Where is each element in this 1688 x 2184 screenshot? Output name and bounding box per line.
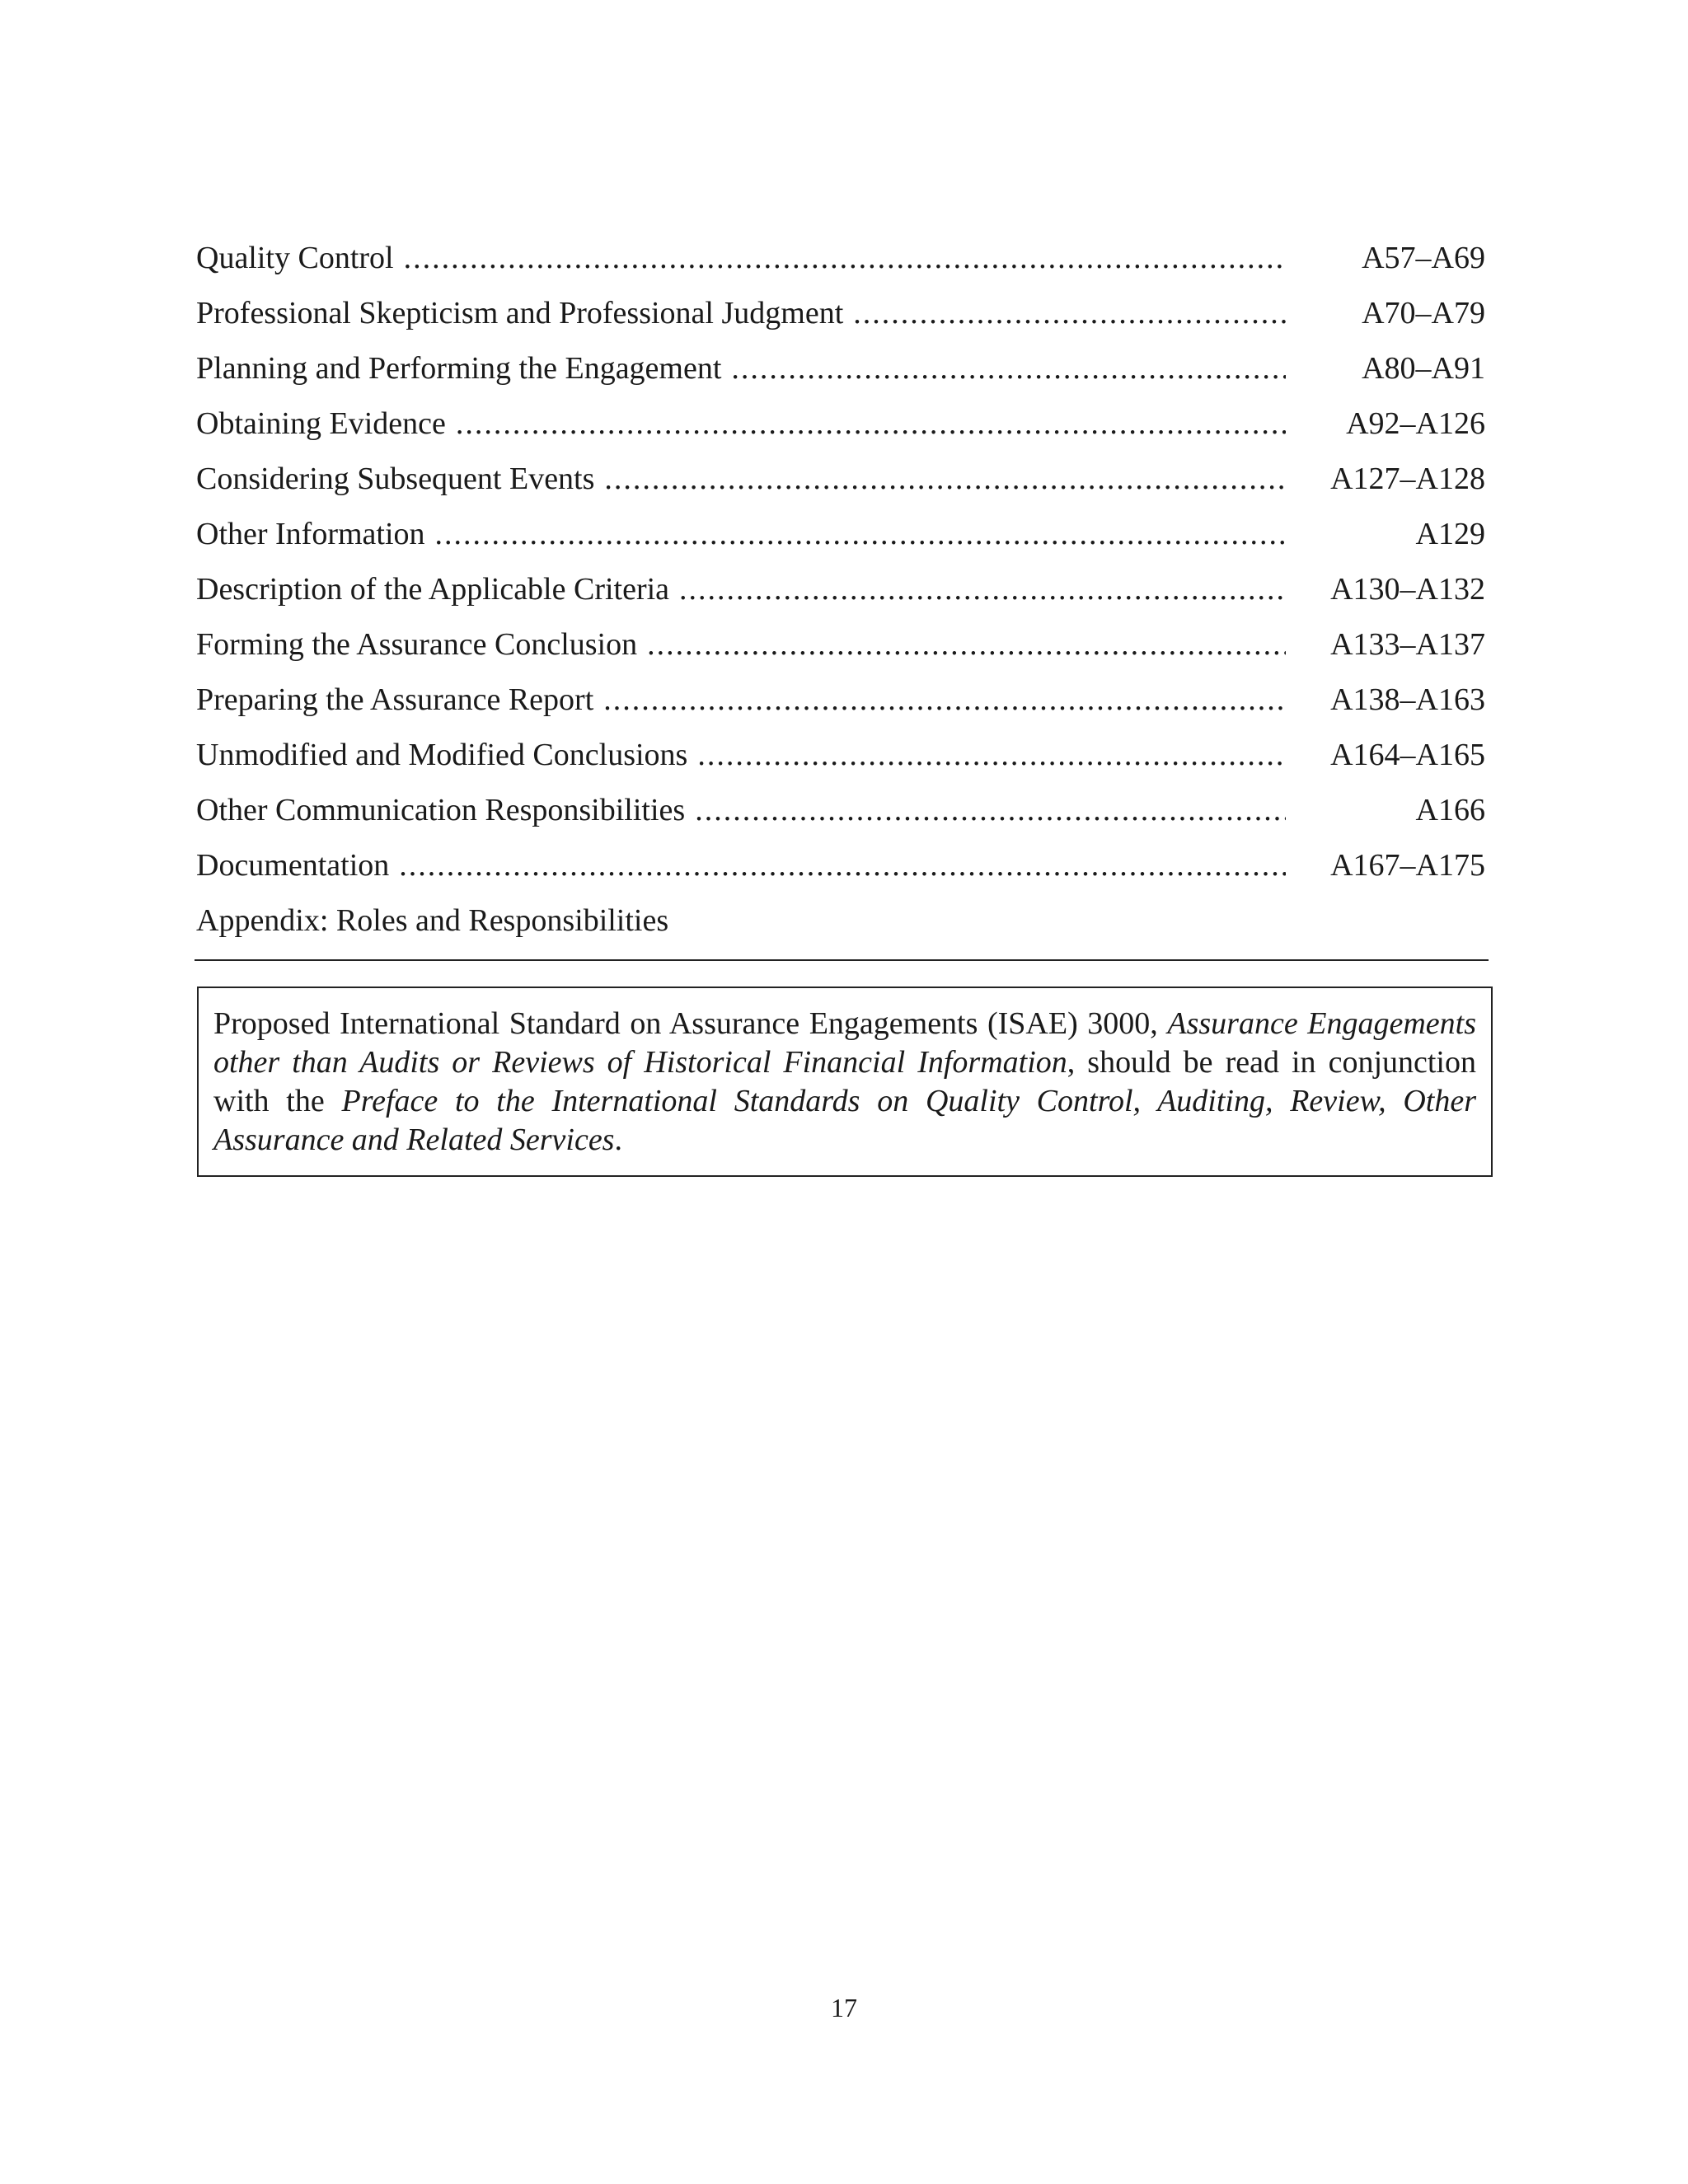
toc-entry-title: Obtaining Evidence (196, 406, 446, 441)
toc-entry-paragraphs: A127–A128 (1330, 462, 1485, 496)
preface-title: Preface to the International Standards on Quality Control, Auditing, Review, Other Assurance and Related Services (213, 1084, 1477, 1157)
toc-entry-paragraphs: A70–A79 (1362, 296, 1485, 330)
toc-entry-paragraphs: A164–A165 (1330, 738, 1485, 772)
reading-notice-box (197, 987, 1493, 1177)
toc-entry-paragraphs: A133–A137 (1330, 627, 1485, 662)
toc-entry-paragraphs: A130–A132 (1330, 572, 1485, 607)
toc-entry-assurance-report[interactable] (196, 677, 1485, 733)
page-number: 17 (831, 1993, 857, 2022)
toc-entry-paragraphs: A57–A69 (1362, 241, 1485, 275)
toc-entry-title: Documentation (196, 848, 390, 883)
toc-entry-paragraphs: A138–A163 (1330, 682, 1485, 717)
appendix-title: Appendix: Roles and Responsibilities (196, 903, 669, 938)
toc-entry-paragraphs: A167–A175 (1330, 848, 1485, 883)
toc-entry-quality-control[interactable] (196, 236, 1485, 291)
toc-entry-title: Planning and Performing the Engagement (196, 351, 722, 386)
toc-entry-title: Description of the Applicable Criteria (196, 572, 670, 607)
dot-leader (679, 567, 1286, 612)
dot-leader (603, 677, 1286, 722)
notice-text: . (614, 1122, 622, 1157)
toc-entry-paragraphs: A80–A91 (1362, 351, 1485, 386)
toc-entry-applicable-criteria[interactable] (196, 567, 1485, 622)
toc-entry-title: Other Information (196, 517, 425, 551)
toc-entry-appendix[interactable] (196, 898, 1485, 954)
toc-entry-title: Professional Skepticism and Professional Judgment (196, 296, 844, 330)
toc-entry-obtaining-evidence[interactable] (196, 401, 1485, 457)
toc-entry-paragraphs: A166 (1415, 793, 1485, 827)
toc-entry-communication[interactable] (196, 788, 1485, 843)
dot-leader (399, 843, 1286, 888)
toc-entry-title: Forming the Assurance Conclusion (196, 627, 638, 662)
horizontal-divider (195, 959, 1489, 961)
dot-leader (647, 622, 1286, 667)
dot-leader (697, 733, 1286, 777)
notice-text: Proposed International Standard on Assurance Engagements (ISAE) 3000, (213, 1006, 1168, 1041)
toc-entry-assurance-conclusion[interactable] (196, 622, 1485, 677)
toc-entry-title: Quality Control (196, 241, 394, 275)
standard-title: Assurance Engagements other than Audits or Reviews of Historical Financial Information (213, 1006, 1476, 1080)
toc-entry-title: Unmodified and Modified Conclusions (196, 738, 688, 772)
toc-entry-professional-skepticism[interactable] (196, 291, 1485, 346)
toc-entry-other-information[interactable] (196, 512, 1485, 567)
toc-entry-title: Considering Subsequent Events (196, 462, 595, 496)
dot-leader (604, 457, 1286, 501)
toc-entry-modified-conclusions[interactable] (196, 733, 1485, 788)
dot-leader (435, 512, 1286, 556)
dot-leader (695, 788, 1286, 832)
dot-leader (404, 236, 1286, 280)
dot-leader (456, 401, 1286, 446)
dot-leader (853, 291, 1286, 335)
toc-entry-paragraphs: A129 (1415, 517, 1485, 551)
toc-entry-title: Preparing the Assurance Report (196, 682, 594, 717)
toc-entry-documentation[interactable] (196, 843, 1485, 898)
dot-leader (731, 346, 1286, 391)
toc-entry-title: Other Communication Responsibilities (196, 793, 686, 827)
notice-text: , should be read in conjunction with the (213, 1045, 1476, 1118)
table-of-contents (196, 236, 1485, 954)
toc-entry-paragraphs: A92–A126 (1346, 406, 1485, 441)
toc-entry-planning-performing[interactable] (196, 346, 1485, 401)
toc-entry-subsequent-events[interactable] (196, 457, 1485, 512)
